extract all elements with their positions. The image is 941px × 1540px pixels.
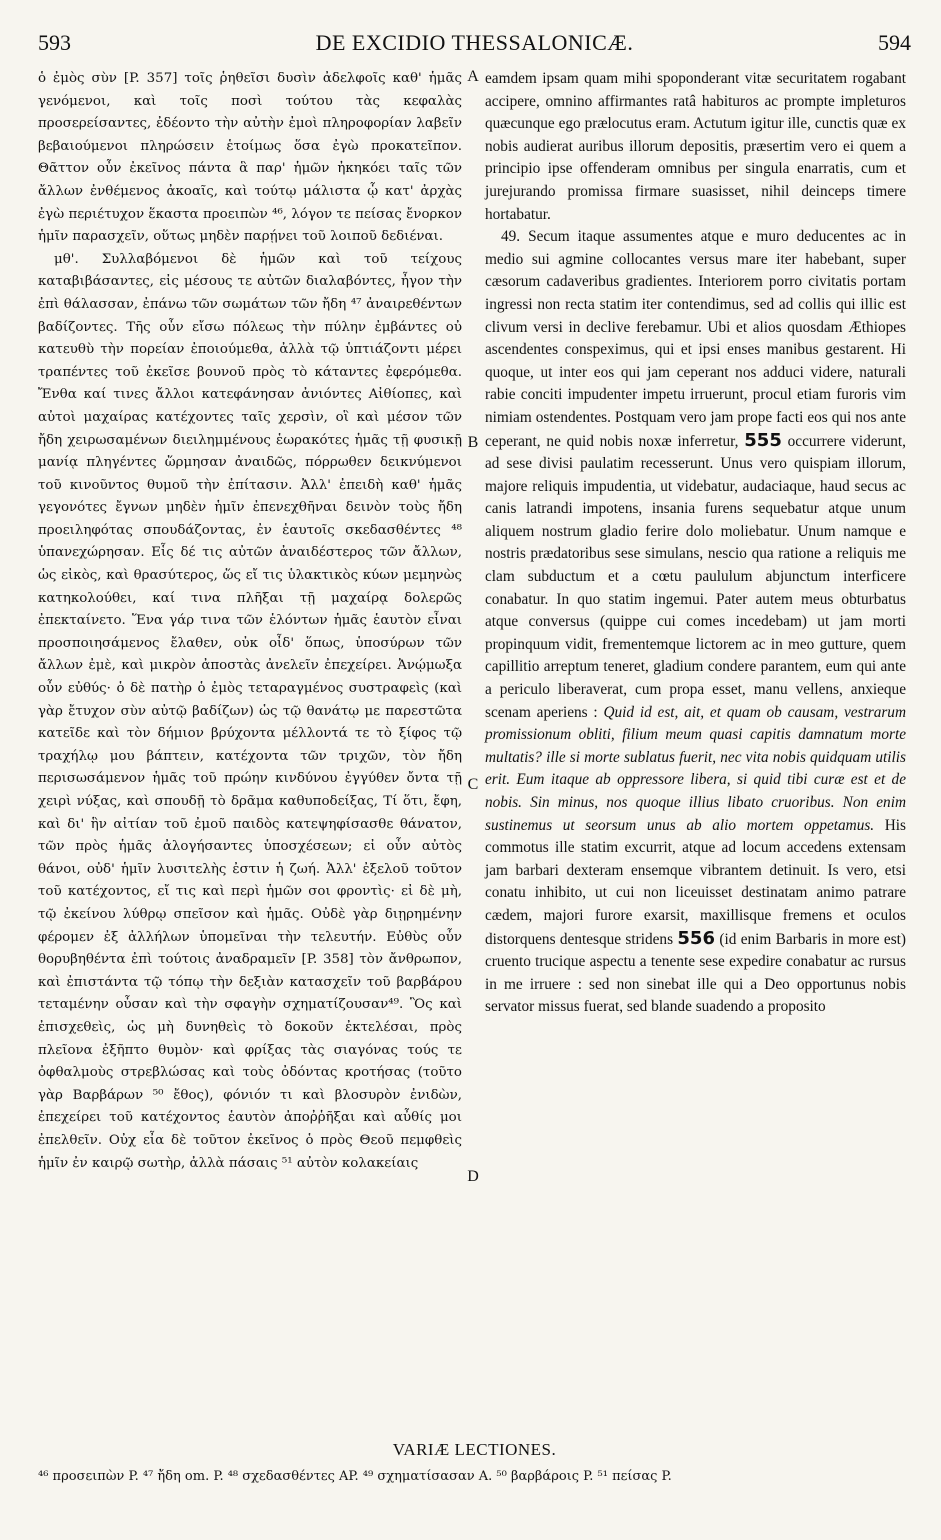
page-number-left: 593: [38, 30, 71, 55]
latin-text-segment: (id enim Barbaris in more est) cruento trucique aspectu a tenente sese expedire conabatur ac rursus in me irruere : sed non sinebat ille qui a Deo opportunus nobis servator missus fuerat, sed blande suadendo a proposito: [485, 930, 907, 1016]
latin-speech-italic: Quid id est, ait, et quam ob causam, vestrarum promissionum obliti, filium meum quasi capitis damnatum morte multatis? ille si morte sublatus fuerit, nec vita nobis quidquam utilis erit. Eum itaque ab oppressore libera, si quid tibi curæ est et de nobis. Sin minus, nos quoque illius libato cruoribus. Non enim sustinemus ut seorsum unus ab alio mortem oppetamus.: [485, 703, 907, 834]
latin-text-segment: 49. Secum itaque assumentes atque e muro deducentes ac in medio sui agmine collocantes versus mare iter habebant, super cæsorum cadaveribus gradientes. Interiorem porro civitatis portam ingressi non recta statim iter contendimus, sed ad collis qui illic est clivum versi in declive ferebamur. Ubi et alios quosdam Æthiopes ascendentes conspeximus, qui et ipsi enses manibus gestarent. Hi quoque, ut inter eos qui jam ceperant nos adduci videre, naturali rabie conciti impudenter impetu irruerunt, procul etiam furoris vim nimiam ostendentes. Postquam vero jam prope facti eos qui nos ante ceperant, ne quid nobis noxæ inferretur,: [485, 228, 906, 450]
margin-letter-d: D: [467, 1168, 479, 1185]
latin-text-column: [485, 68, 906, 1438]
margin-section-letters: [462, 68, 484, 1438]
latin-paragraph: eamdem ipsam quam mihi spoponderant vitæ securitatem rogabant accipere, omnino affirmantes ratâ habituros ac prompte impleturos quæcunque ego prælocutus eram. Actutum igitur ille, cunctis quæ ex nobis audierat auribus illorum depositis, præsertim vero ei quem a principio ipse offenderam omnibus per singula enarratis, cum et jurejurando promissa firmare suasisset, nihil deinceps timere hortabatur.: [485, 70, 906, 223]
greek-paragraph: μθ'. Συλλαβόμενοι δὲ ἡμῶν καὶ τοῦ τείχους καταβιβάσαντες, εἰς μέσους τε αὐτῶν διαλαβόντες, ἦγον τὴν ἐπὶ θάλασσαν, ἐπάνω τῶν σωμάτων τῶν ἤδη ⁴⁷ ἀναιρεθέντων βαδίζοντες. Τῆς οὖν εἴσω πόλεως τὴν πύλην ἐμβάντες οὐ κατευθὺ τὴν πορείαν ἐποιούμεθα, ἀλλὰ τῷ ὑπτιάζοντι μέρει τραπέντες τοῦ ἐκεῖσε βουνοῦ πρὸς τὸ κάταντες ἐφερόμεθα. Ἔνθα καί τινες ἄλλοι κατεφάνησαν ἀνιόντες Αἰθίοπες, καὶ αὐτοὶ μαχαίρας κατέχοντες ταῖς χερσὶν, οἳ καὶ μέσον τῶν ἤδη χειρωσαμένων διειλημμένους ἑωρακότες ἡμᾶς τῇ φυσικῇ μανίᾳ πληγέντες ὥρμησαν ἀναιδῶς, πόρρωθεν δεικνύμενοι τοῦ κινοῦντος θυμοῦ τὴν ἐπίτασιν. Ἀλλ' ἐπειδὴ καθ' ἡμᾶς γεγονότες ἔγνων μηδὲν ἡμῖν ἐπενεχθῆναι δεινὸν τοὺς ἤδη προειληφότας σπουδάζοντας, ἐν ἑαυτοῖς σκεδασθέντες ⁴⁸ ὑπανεχώρησαν. Εἷς δέ τις αὐτῶν ἀναιδέστερος τῶν ἄλλων, ὡς εἰκὸς, καὶ θρασύτερος, ὥς εἴ τις ὑλακτικὸς κύων μεμηνὼς κατηκολούθει, καί τινα πλῆξαι τῇ μαχαίρᾳ δολερῶς ἐπεκταίνετο. Ἕνα γάρ τινα τῶν ἑλόντων ἡμᾶς ἑαυτὸν εἶναι προσποιησάμενος ἔλαθεν, οὐκ οἶδ' ὅπως, ὑποσύρων τῶν ἄλλων ἐμὲ, καὶ μικρὸν ἀποστὰς ἀνελεῖν ἐπεχείρει. Ἀνῴμωξα οὖν εὐθύς· ὁ δὲ πατὴρ ὁ ἐμὸς τεταραγμένος συστραφεὶς (καὶ γὰρ ἔτυχον σὺν αὐτῷ βαδίζων) ὡς τῷ θανάτῳ με παρεστῶτα κατεῖδε καὶ τὸν δήμιον βρύχοντα μέλλοντά τε τὸ ξίφος τῷ τραχήλῳ μου βάπτειν, κατέχοντα τῶν τριχῶν, τὸν ἤδη περισωσάμενον ἡμᾶς τοῦ πρώην κινδύνου ἐγγύθεν ὄντα τῇ χειρὶ νύξας, καὶ σπουδῇ τὸ δρᾶμα καθυποδείξας, Τί ὅτι, ἔφη, καὶ δι' ἣν αἰτίαν τοῦ ἐμοῦ παιδὸς κατεψηφίσασθε θάνατον, τῶν πρὸς ἡμᾶς ἀλογήσαντες ὑποσχέσεων; εἰ οὖν αὐτὸς θάνοι, οὐδ' ἡμῖν λυσιτελὴς ἐστιν ἡ ζωή. Ἀλλ' ἐξελοῦ τοῦτον τοῦ κατέχοντος, εἴ τις καὶ περὶ ἡμῶν σοι φροντὶς· εἰ δὲ μὴ, τῷ ἐκείνου λύθρῳ σπεῖσον καὶ ἡμᾶς. Οὐδὲ γὰρ διῃρημένην φέρομεν ἐξ ἀλλήλων ὑπομεῖναι τὴν τελευτήν. Εὐθὺς οὖν θορυβηθέντα ἐπὶ τούτοις ἀναδραμεῖν [P. 358] τὸν ἄνθρωπον, καὶ ἐπιστάντα τῷ τόπῳ τὴν δεξιὰν κατασχεῖν τοῦ βαρβάρου τεταμένην οὖσαν καὶ τὴν σφαγὴν σχηματίζουσαν⁴⁹. Ὃς καὶ ἐπισχεθεὶς, ὡς μὴ δυνηθεὶς τὸ δοκοῦν ἐκτελέσαι, πρὸς πλεῖονα ἐξῆπτο θυμὸν· καὶ φρίξας τὰς σιαγόνας τούς τε ὀφθαλμοὺς στρεβλώσας καὶ τοὺς ὀδόντας κροτήσας (τοῦτο γὰρ Βαρβάρων ⁵⁰ ἔθος), φόνιόν τι καὶ βλοσυρὸν ἐνιδὼν, ἐπεχείρει τοῦ κατέχοντος ἑαυτὸν ἀποῤῥῆξαι καὶ αὖθίς μοι ἐπελθεῖν. Οὐχ εἶα δὲ τοῦτον ἐκεῖνος ὁ πρὸς Θεοῦ πεμφθεὶς ἡμῖν ἐν καιρῷ σωτὴρ, ἀλλὰ πάσαις ⁵¹ αὐτὸν κολακείαις: [38, 251, 462, 1171]
margin-letter-c: C: [467, 776, 479, 793]
running-title: DE EXCIDIO THESSALONICÆ.: [315, 30, 634, 55]
latin-text-segment: occurrere viderunt, ad sese divisi paulatim recesserunt. Unus vero quispiam illorum, majore reliquis impudentia, ut videbatur, audaciaque, haud secus ac canis latrandi impotens, insania furens sequebatur atque unum aliquem nostrum gladio ferire dolo moliebatur. Unum namque e nostris prædatoribus sese simulans, nescio qua ratione a reliquis me clam subductum et a cœtu paululum abjunctum interficere conabatur. In quo statim ingemui. Pater autem meus obturbatus atque conversus (quippe cui comes incedebam) ut jam morti propinquum vidit, frementemque lictorem ac in meo gutture, quem capillitio arreptum teneret, gladium condere parantem, eum qui ante a periculo liberaverat, cum propa esset, manu vellens, anxieque scenam aperiens :: [485, 432, 906, 721]
variae-lectiones-heading: VARIÆ LECTIONES.: [392, 1440, 557, 1459]
variant-readings-footnotes: ⁴⁶ προσειπὼν P. ⁴⁷ ἤδη om. P. ⁴⁸ σχεδασθέντες AP. ⁴⁹ σχηματίσασαν A. ⁵⁰ βαρβάροις P. ⁵¹ πείσας P.: [38, 1469, 672, 1484]
column-number: 555: [744, 429, 782, 451]
page-number-right: 594: [878, 30, 911, 55]
margin-letter-b: B: [467, 434, 479, 451]
greek-text-column: [38, 68, 462, 1438]
column-number: 556: [677, 927, 715, 949]
latin-paragraph-49: [485, 226, 906, 1019]
greek-paragraph: ὁ ἐμὸς σὺν [P. 357] τοῖς ῥηθεῖσι δυσὶν ἀδελφοῖς καθ' ἡμᾶς γενόμενοι, καὶ τοῖς ποσὶ τούτου τὰς κεφαλὰς προσερείσαντες, ἐδέοντο τὴν αὐτὴν ἐμοὶ πληροφορίαν λαβεῖν βεβαιούμενοι πληρώσειν ἑτοίμως ὅσα ἐγὼ προκατεῖπον. Θᾶττον οὖν ἐκεῖνος πάντα ἃ παρ' ἡμῶν ἠκηκόει ταῖς τῶν ἄλλων ἐνθέμενος ἀκοαῖς, καὶ τούτῳ μάλιστα ᾧ κατ' ἀρχὰς ἐγὼ περιέτυχον ἕκαστα προειπὼν ⁴⁶, λόγον τε πείσας ἔνορκον ἡμῖν παρασχεῖν, οὕτως μηδὲν παρῄνει τοῦ λοιποῦ δεδιέναι.: [38, 71, 462, 245]
margin-letter-a: A: [467, 68, 479, 85]
latin-text-segment: His commotus ille statim excurrit, atque ad locum accedens extensam jam barbari dexteram ensemque vibrantem detinuit. Is vero, etsi conatu inhibito, ut cui non liceuisset destinatam animo patrare cædem, majori furore exarsit, maxillisque fremens et oculos distorquens dentesque stridens: [485, 816, 906, 948]
page-header: [38, 30, 911, 60]
